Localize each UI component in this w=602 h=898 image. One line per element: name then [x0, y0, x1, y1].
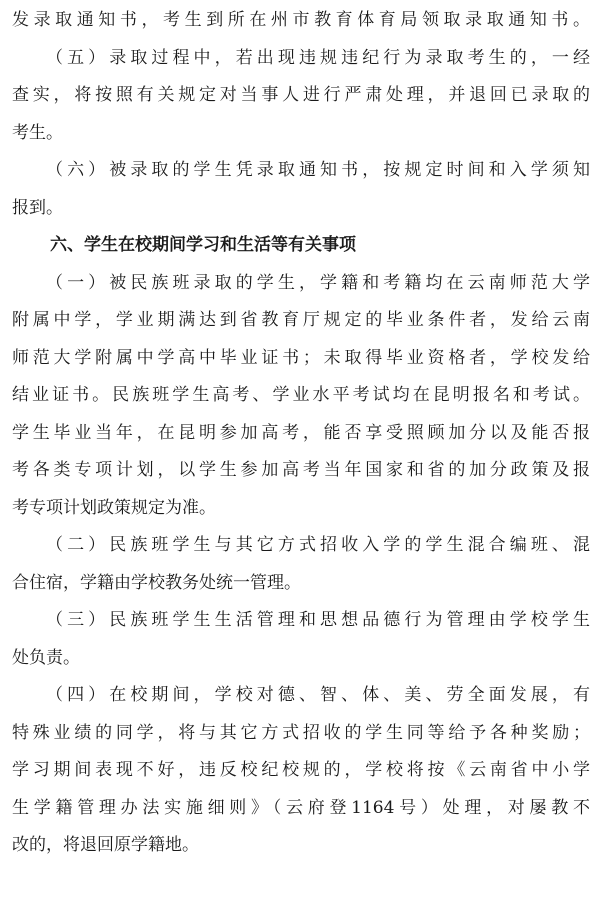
paragraph-line: 附属中学，学业期满达到省教育厅规定的毕业条件者，发给云南 — [12, 310, 590, 330]
paragraph-line: 查实，将按照有关规定对当事人进行严肃处理，并退回已录取的 — [12, 85, 590, 105]
paragraph-line: 报到。 — [12, 197, 63, 218]
paragraph-line: 考专项计划政策规定为准。 — [12, 497, 216, 518]
paragraph-line: 学习期间表现不好，违反校纪校规的，学校将按《云南省中小学 — [12, 760, 590, 780]
paragraph-line: 发录取通知书，考生到所在州市教育体育局领取录取通知书。 — [12, 10, 590, 30]
paragraph-line: 合住宿，学籍由学校教务处统一管理。 — [12, 572, 301, 593]
paragraph-line: （五）录取过程中，若出现违规违纪行为录取考生的，一经 — [46, 47, 590, 68]
paragraph-line: 处负责。 — [12, 647, 80, 668]
paragraph-line: （一）被民族班录取的学生，学籍和考籍均在云南师范大学 — [46, 272, 590, 293]
paragraph-line: 结业证书。民族班学生高考、学业水平考试均在昆明报名和考试。 — [12, 385, 590, 405]
paragraph-line: 学生毕业当年，在昆明参加高考，能否享受照顾加分以及能否报 — [12, 422, 590, 443]
document-page — [12, 2, 590, 865]
paragraph-line: 师范大学附属中学高中毕业证书；未取得毕业资格者，学校发给 — [12, 347, 590, 368]
paragraph-line: 生学籍管理办法实施细则》（云府登1164号）处理，对屡教不 — [12, 797, 590, 818]
paragraph-line: 改的，将退回原学籍地。 — [12, 835, 199, 855]
paragraph-line: （六）被录取的学生凭录取通知书，按规定时间和入学须知 — [46, 160, 590, 180]
paragraph-line: 考各类专项计划，以学生参加高考当年国家和省的加分政策及报 — [12, 460, 590, 480]
paragraph-line: （三）民族班学生生活管理和思想品德行为管理由学校学生 — [46, 610, 590, 630]
paragraph-line: （四）在校期间，学校对德、智、体、美、劳全面发展，有 — [46, 685, 590, 705]
section-heading: 六、学生在校期间学习和生活等有关事项 — [50, 235, 356, 255]
paragraph-line: 特殊业绩的同学，将与其它方式招收的学生同等给予各种奖励； — [12, 722, 590, 743]
paragraph-line: 考生。 — [12, 122, 63, 143]
paragraph-line: （二）民族班学生与其它方式招收入学的学生混合编班、混 — [46, 535, 590, 555]
